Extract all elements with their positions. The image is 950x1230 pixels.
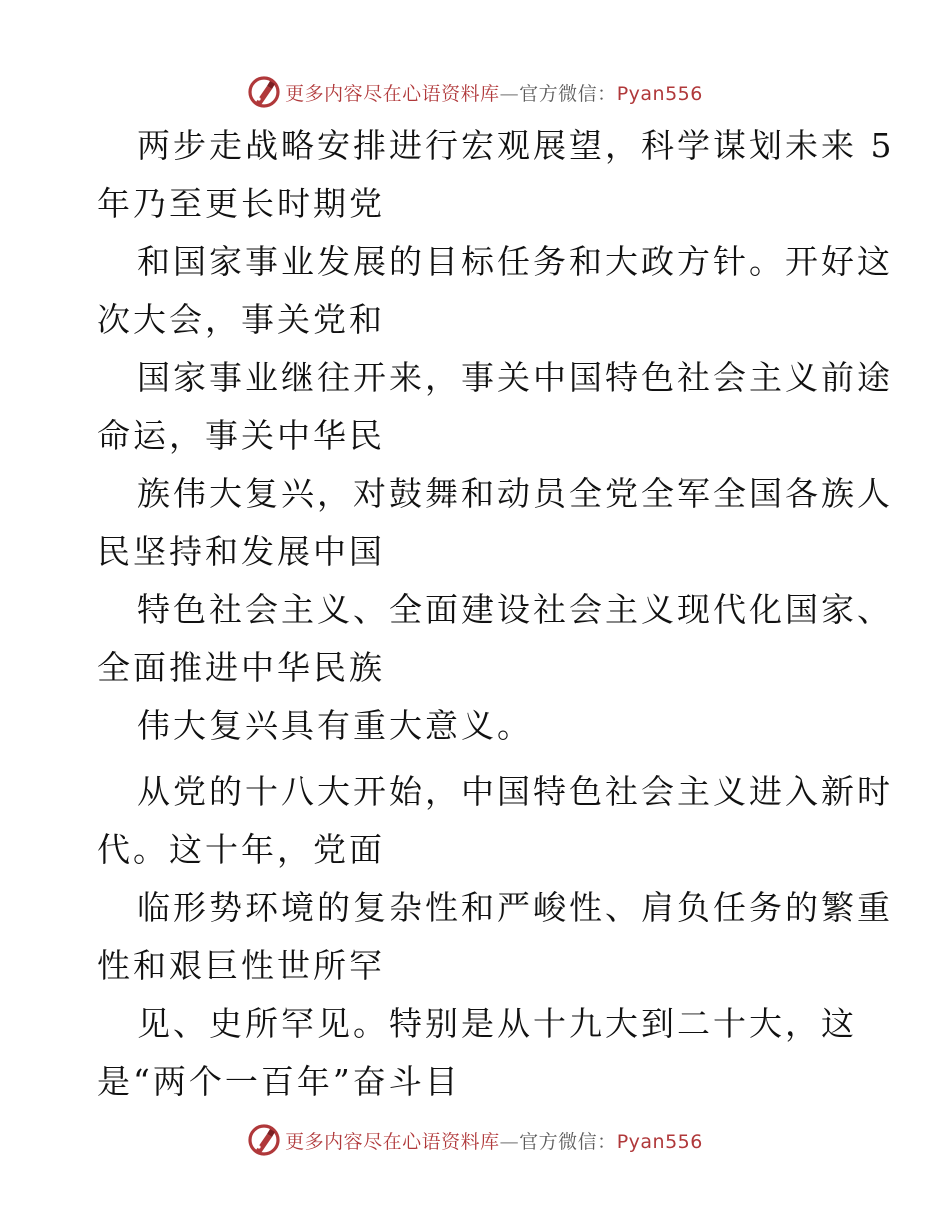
header-wechat-label: 官方微信：: [519, 82, 617, 105]
text-line: 和国家事业发展的目标任务和大政方针。开好这: [137, 242, 893, 281]
text-line: 年乃至更长时期党: [97, 184, 385, 223]
header-wechat-id: Pyan556: [616, 82, 703, 105]
text-line: 从党的十八大开始，中国特色社会主义进入新时: [137, 772, 893, 811]
text-line: 命运，事关中华民: [97, 416, 385, 455]
footer-watermark: [0, 1120, 950, 1160]
text-line: 国家事业继往开来，事关中国特色社会主义前途: [137, 358, 893, 397]
text-line: 伟大复兴具有重大意义。: [137, 706, 533, 745]
text-line: 民坚持和发展中国: [97, 532, 385, 571]
header-watermark-text: [285, 79, 703, 106]
footer-wechat-label: 官方微信：: [519, 1130, 617, 1153]
text-line: 两步走战略安排进行宏观展望，科学谋划未来 5: [137, 126, 895, 165]
text-line: 族伟大复兴，对鼓舞和动员全党全军全国各族人: [137, 474, 893, 513]
pen-logo-icon: [247, 1123, 281, 1157]
text-line: 见、史所罕见。特别是从十九大到二十大，这: [137, 1004, 857, 1043]
pen-logo-icon: [247, 75, 281, 109]
text-line: 是“两个一百年”奋斗目: [97, 1062, 461, 1101]
text-line: 临形势环境的复杂性和严峻性、肩负任务的繁重: [137, 888, 893, 927]
header-brand: 更多内容尽在心语资料库: [285, 82, 500, 105]
footer-separator: —: [499, 1130, 520, 1153]
text-line: 代。这十年，党面: [97, 830, 385, 869]
header-watermark: [0, 72, 950, 112]
footer-watermark-text: [285, 1127, 703, 1154]
footer-wechat-id: Pyan556: [616, 1130, 703, 1153]
text-line: 性和艰巨性世所罕: [97, 946, 385, 985]
header-separator: —: [499, 82, 520, 105]
text-line: 全面推进中华民族: [97, 648, 385, 687]
text-line: 次大会，事关党和: [97, 300, 385, 339]
footer-brand: 更多内容尽在心语资料库: [285, 1130, 500, 1153]
text-line: 特色社会主义、全面建设社会主义现代化国家、: [137, 590, 893, 629]
